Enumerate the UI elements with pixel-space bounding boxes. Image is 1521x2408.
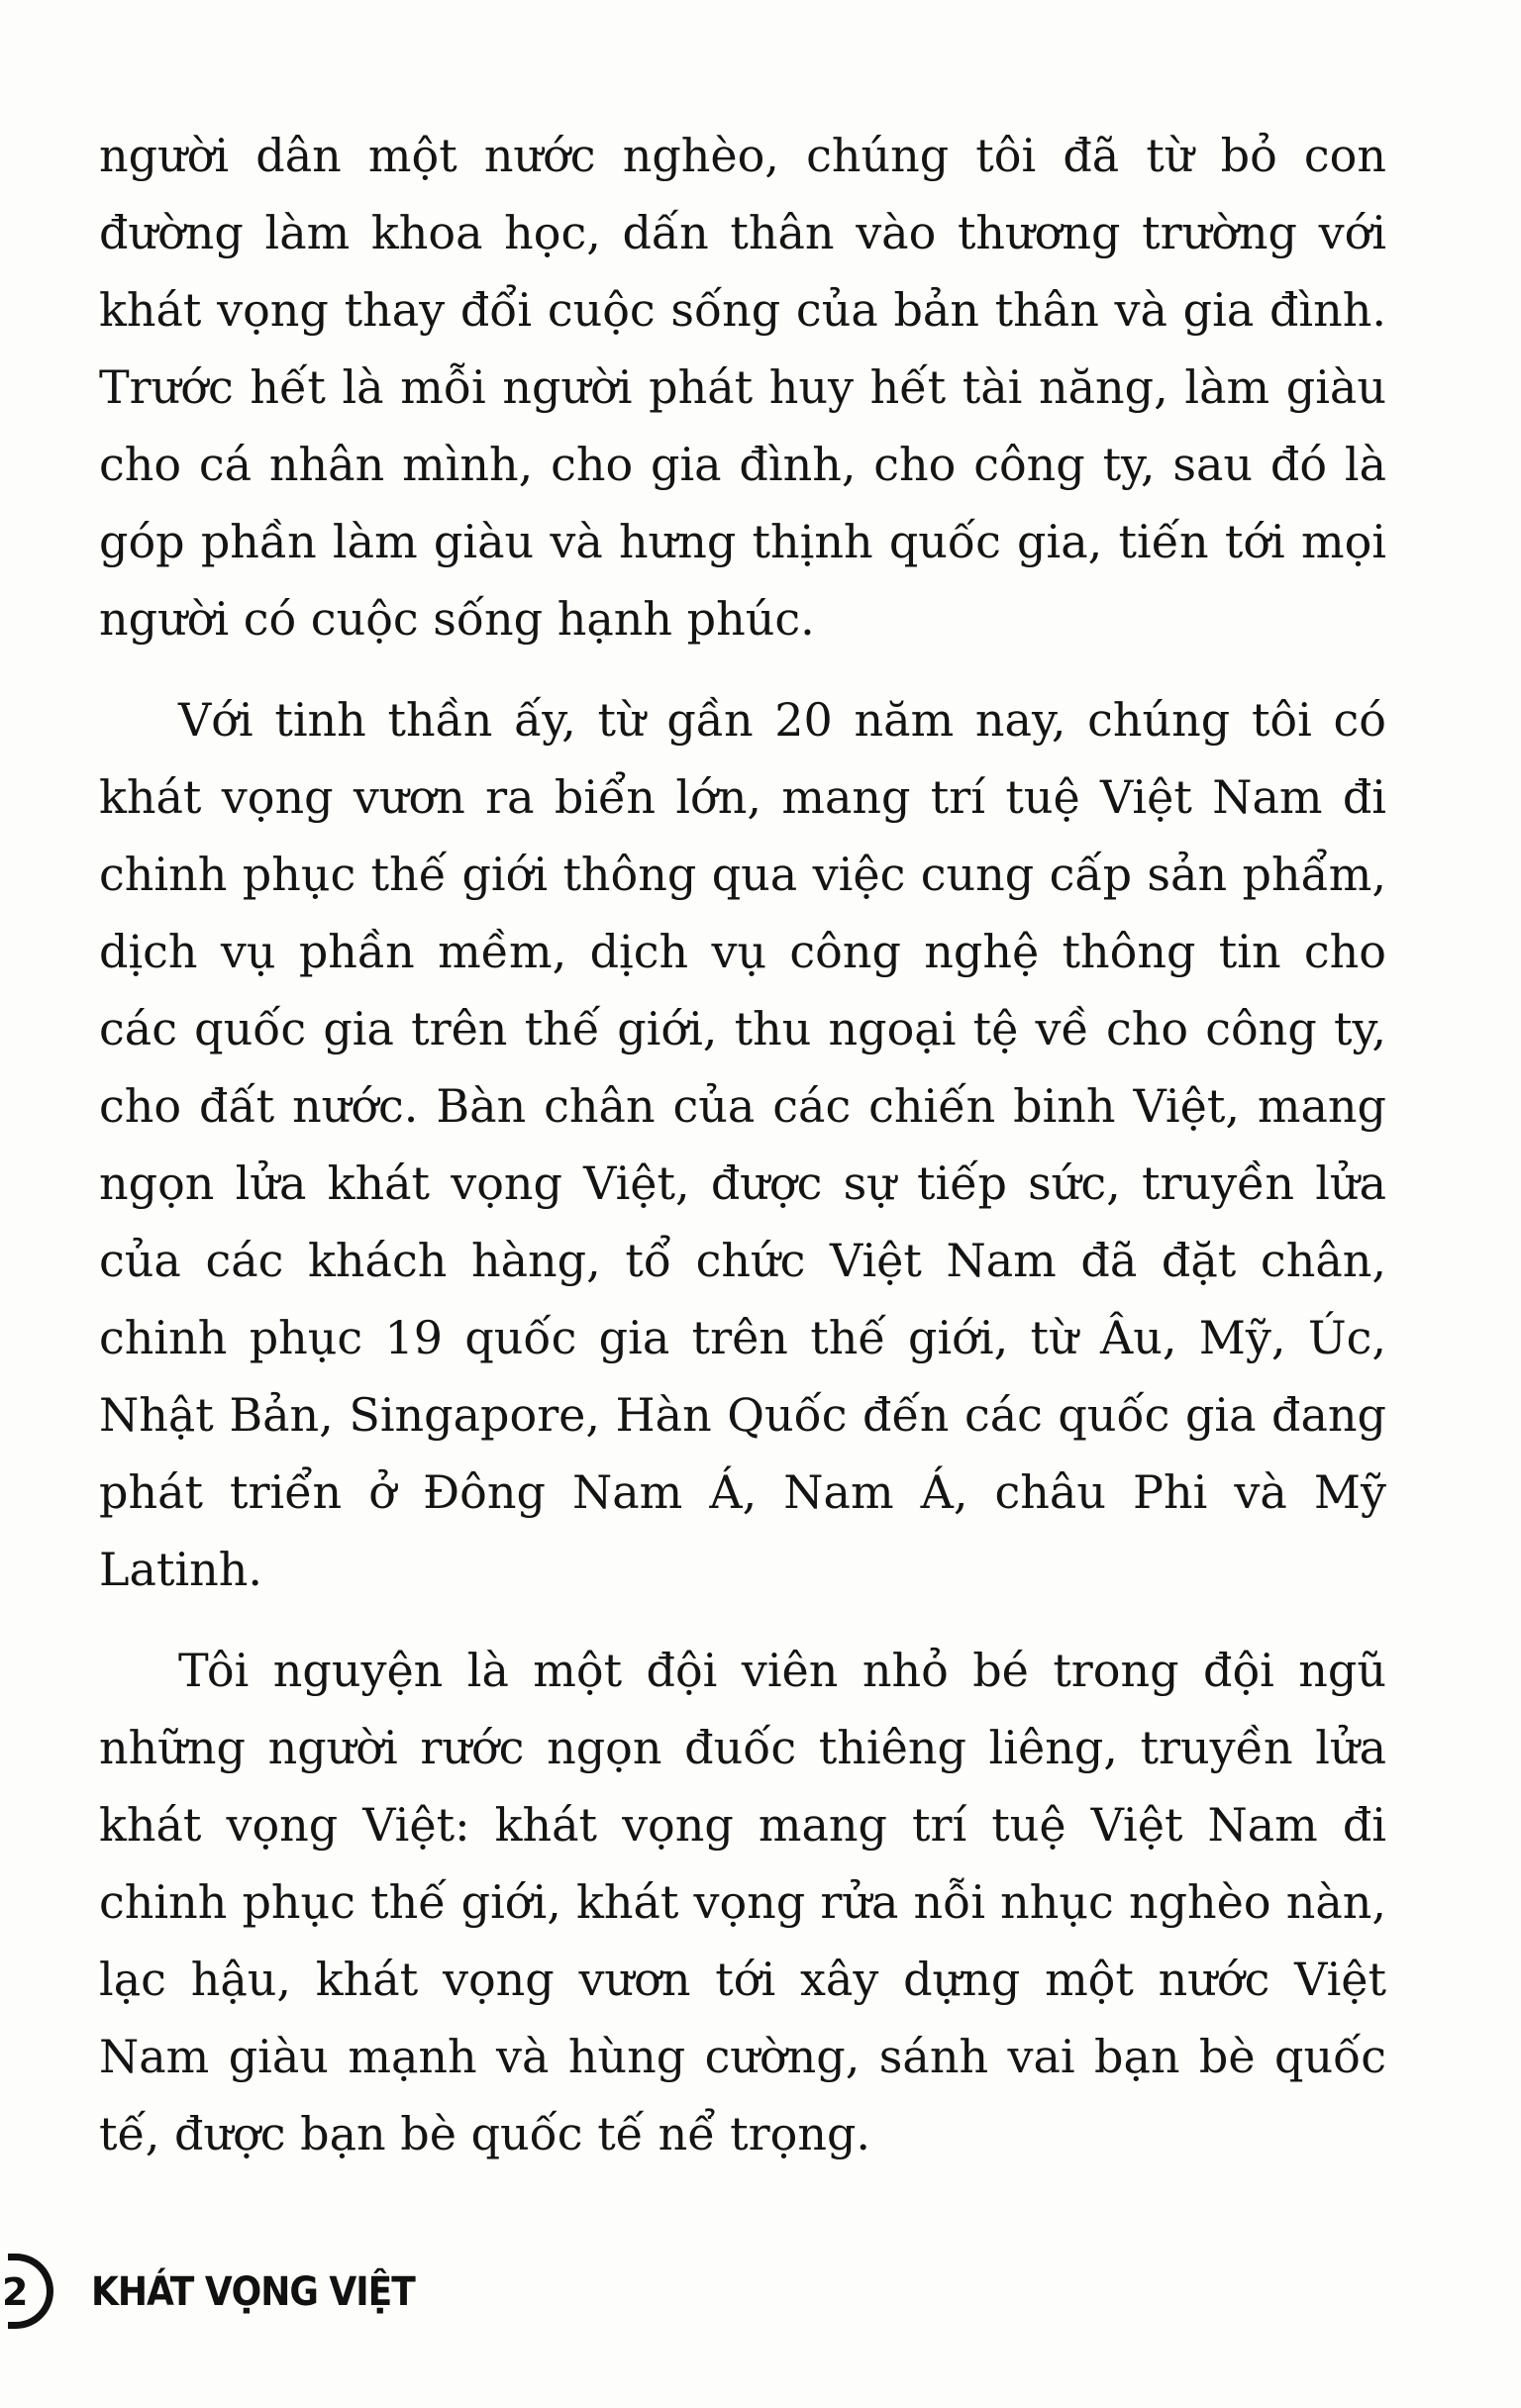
page-number: 2 xyxy=(2,2270,29,2314)
paragraph: Tôi nguyện là một đội viên nhỏ bé trong đội ngũ những người rước ngọn đuốc thiêng liêng, truyền lửa khát vọng Việt: khát vọng mang trí tuệ Việt Nam đi chinh phục thế giới, khát vọng rửa nỗi nhục nghèo nàn, lạc hậu, khát vọng vươn tới xây dựng một nước Việt Nam giàu mạnh và hùng cường, sánh vai bạn bè quốc tế, được bạn bè quốc tế nể trọng. xyxy=(99,1644,1386,2160)
page-footer xyxy=(0,2248,415,2337)
page-number-tab xyxy=(0,2252,63,2333)
body-text xyxy=(99,117,1386,2172)
paragraph: Với tinh thần ấy, từ gần 20 năm nay, chúng tôi có khát vọng vươn ra biển lớn, mang trí tuệ Việt Nam đi chinh phục thế giới thông qua việc cung cấp sản phẩm, dịch vụ phần mềm, dịch vụ công nghệ thông tin cho các quốc gia trên thế giới, thu ngoại tệ về cho công ty, cho đất nước. Bàn chân của các chiến binh Việt, mang ngọn lửa khát vọng Việt, được sự tiếp sức, truyền lửa của các khách hàng, tổ chức Việt Nam đã đặt chân, chinh phục 19 quốc gia trên thế giới, từ Âu, Mỹ, Úc, Nhật Bản, Singapore, Hàn Quốc đến các quốc gia đang phát triển ở Đông Nam Á, Nam Á, châu Phi và Mỹ Latinh. xyxy=(99,693,1386,1596)
running-title: KHÁT VỌNG VIỆT xyxy=(91,2269,415,2315)
paragraph-continuation: người dân một nước nghèo, chúng tôi đã từ bỏ con đường làm khoa học, dấn thân vào thương trường với khát vọng thay đổi cuộc sống của bản thân và gia đình. Trước hết là mỗi người phát huy hết tài năng, làm giàu cho cá nhân mình, cho gia đình, cho công ty, sau đó là góp phần làm giàu và hưng thịnh quốc gia, tiến tới mọi người có cuộc sống hạnh phúc. xyxy=(99,129,1386,646)
